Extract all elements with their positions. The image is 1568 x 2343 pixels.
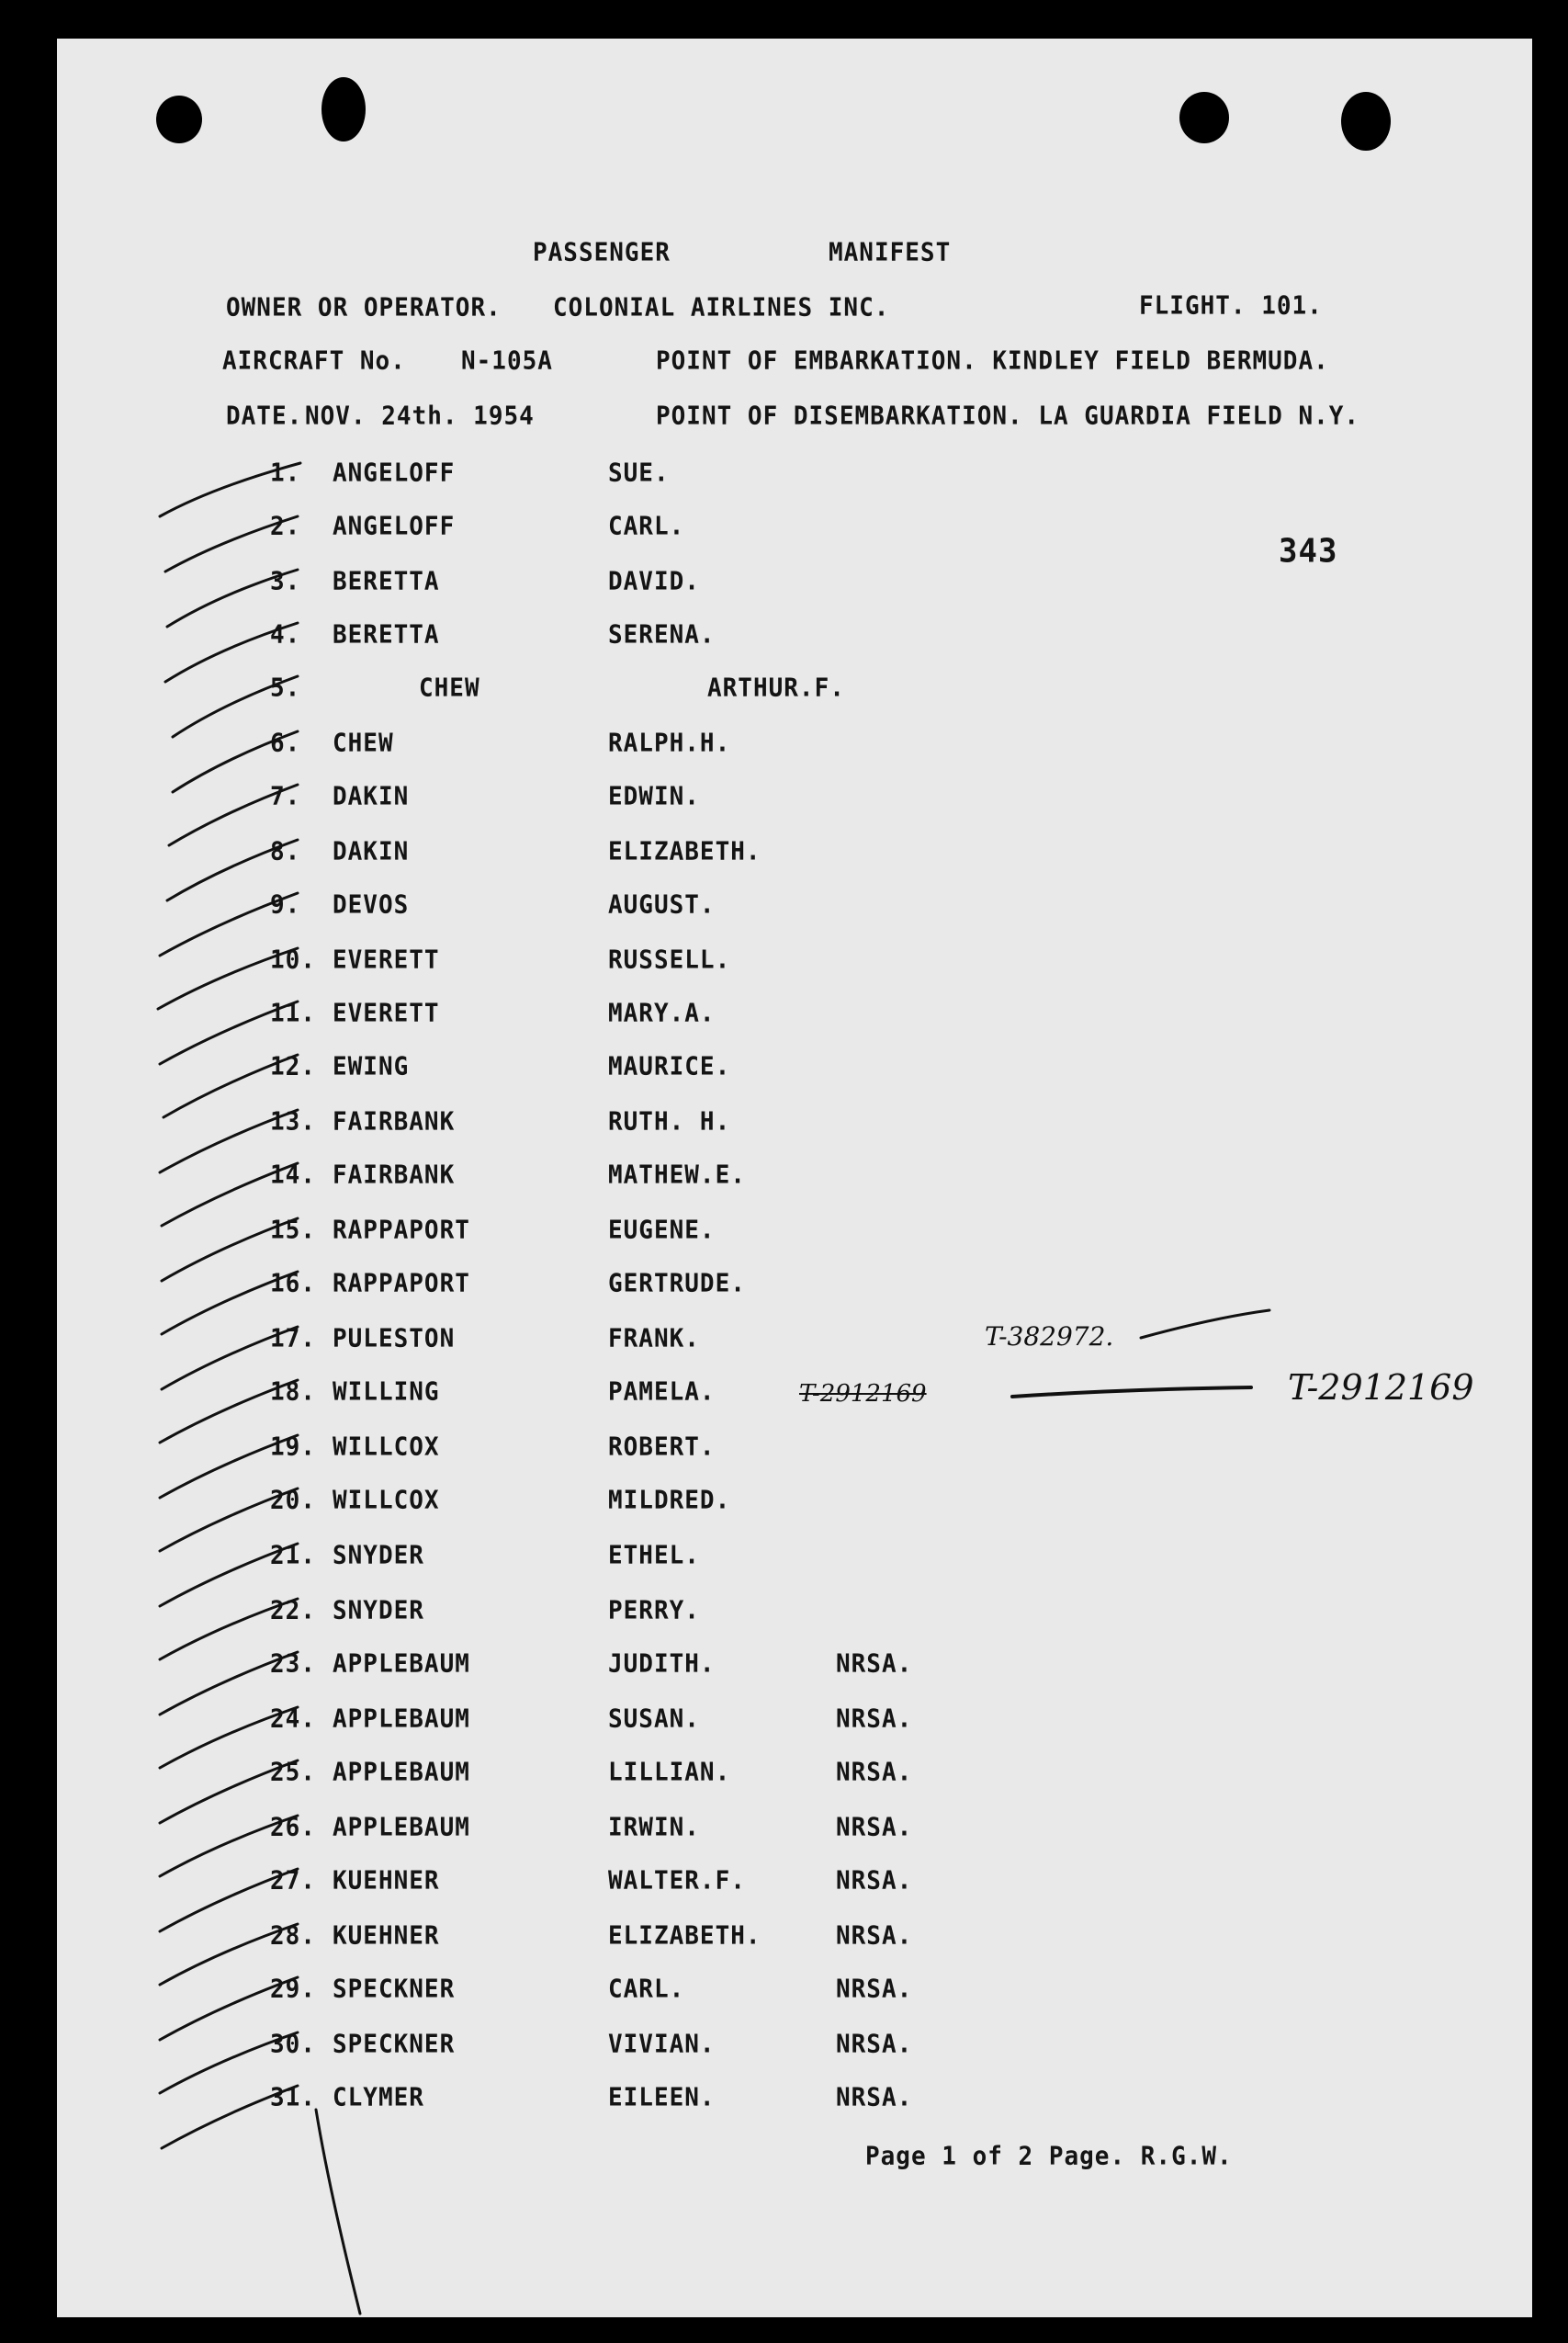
passenger-given-name: AUGUST.: [608, 890, 716, 920]
passenger-note: NRSA.: [836, 1649, 913, 1679]
passenger-given-name: FRANK.: [608, 1324, 700, 1353]
passenger-note: NRSA.: [836, 1704, 913, 1734]
passenger-given-name: SERENA.: [608, 620, 716, 650]
passenger-number: 10.: [270, 945, 316, 975]
passenger-given-name: MAURICE.: [608, 1052, 731, 1081]
pen-check-marks: [57, 39, 1532, 2317]
passenger-note: NRSA.: [836, 1813, 913, 1842]
passenger-number: 4.: [270, 620, 301, 650]
passenger-surname: BERETTA: [333, 567, 440, 596]
passenger-given-name: PAMELA.: [608, 1377, 716, 1407]
passenger-given-name: VIVIAN.: [608, 2030, 716, 2059]
passenger-number: 13.: [270, 1107, 316, 1137]
passenger-note: NRSA.: [836, 2083, 913, 2112]
date-label: DATE.: [226, 402, 303, 431]
passenger-surname: ANGELOFF: [333, 512, 456, 541]
passenger-given-name: ROBERT.: [608, 1432, 716, 1462]
passenger-given-name: SUSAN.: [608, 1704, 700, 1734]
passenger-given-name: MATHEW.E.: [608, 1160, 746, 1190]
passenger-given-name: ELIZABETH.: [608, 837, 761, 866]
passenger-number: 27.: [270, 1866, 316, 1896]
passenger-number: 29.: [270, 1975, 316, 2004]
passenger-given-name: RUTH. H.: [608, 1107, 731, 1137]
title-manifest: MANIFEST: [829, 238, 952, 267]
title-passenger: PASSENGER: [533, 238, 671, 267]
passenger-surname: ANGELOFF: [333, 458, 456, 488]
passenger-number: 9.: [270, 890, 301, 920]
ticket-note-18: T-2912169: [1288, 1367, 1474, 1408]
passenger-surname: RAPPAPORT: [333, 1269, 470, 1298]
passenger-surname: DEVOS: [333, 890, 410, 920]
passenger-surname: BERETTA: [333, 620, 440, 650]
passenger-given-name: EILEEN.: [608, 2083, 716, 2112]
passenger-given-name: LILLIAN.: [608, 1758, 731, 1787]
passenger-number: 28.: [270, 1921, 316, 1951]
passenger-given-name: RALPH.H.: [608, 729, 731, 758]
passenger-number: 8.: [270, 837, 301, 866]
passenger-given-name: ETHEL.: [608, 1541, 700, 1570]
passenger-surname: KUEHNER: [333, 1921, 440, 1951]
passenger-number: 19.: [270, 1432, 316, 1462]
manifest-page: [57, 39, 1532, 2317]
passenger-given-name: CARL.: [608, 512, 685, 541]
passenger-note: NRSA.: [836, 1921, 913, 1951]
owner-label: OWNER OR OPERATOR.: [226, 293, 502, 323]
passenger-given-name: CARL.: [608, 1975, 685, 2004]
passenger-surname: CLYMER: [333, 2083, 424, 2112]
passenger-number: 18.: [270, 1377, 316, 1407]
passenger-given-name: WALTER.F.: [608, 1866, 746, 1896]
passenger-number: 25.: [270, 1758, 316, 1787]
passenger-given-name: MARY.A.: [608, 999, 716, 1028]
disembarkation: POINT OF DISEMBARKATION. LA GUARDIA FIELD N.Y.: [656, 402, 1360, 431]
passenger-surname: SNYDER: [333, 1541, 424, 1570]
passenger-number: 6.: [270, 729, 301, 758]
passenger-number: 11.: [270, 999, 316, 1028]
passenger-surname: SPECKNER: [333, 2030, 456, 2059]
date-value: NOV. 24th. 1954: [305, 402, 535, 431]
aircraft-label: AIRCRAFT No.: [222, 346, 406, 376]
passenger-surname: DAKIN: [333, 837, 410, 866]
passenger-number: 1.: [270, 458, 301, 488]
passenger-surname: FAIRBANK: [333, 1160, 456, 1190]
passenger-given-name: EUGENE.: [608, 1216, 716, 1245]
passenger-number: 31.: [270, 2083, 316, 2112]
passenger-number: 7.: [270, 782, 301, 811]
passenger-number: 23.: [270, 1649, 316, 1679]
passenger-surname: WILLCOX: [333, 1486, 440, 1515]
passenger-surname: EVERETT: [333, 945, 440, 975]
passenger-note: NRSA.: [836, 1975, 913, 2004]
passenger-surname: WILLING: [333, 1377, 440, 1407]
stamp-number: 343: [1279, 532, 1338, 571]
passenger-given-name: IRWIN.: [608, 1813, 700, 1842]
passenger-surname: DAKIN: [333, 782, 410, 811]
passenger-surname: CHEW: [419, 673, 480, 703]
passenger-surname: WILLCOX: [333, 1432, 440, 1462]
passenger-surname: APPLEBAUM: [333, 1649, 470, 1679]
passenger-given-name: SUE.: [608, 458, 670, 488]
passenger-number: 12.: [270, 1052, 316, 1081]
passenger-surname: APPLEBAUM: [333, 1758, 470, 1787]
passenger-given-name: PERRY.: [608, 1596, 700, 1625]
page-footer: Page 1 of 2 Page. R.G.W.: [865, 2142, 1233, 2171]
passenger-number: 24.: [270, 1704, 316, 1734]
passenger-number: 3.: [270, 567, 301, 596]
flight-number: FLIGHT. 101.: [1139, 291, 1323, 321]
passenger-note: NRSA.: [836, 2030, 913, 2059]
passenger-surname: FAIRBANK: [333, 1107, 456, 1137]
owner-value: COLONIAL AIRLINES INC.: [553, 293, 890, 323]
passenger-number: 16.: [270, 1269, 316, 1298]
passenger-given-name: ARTHUR.F.: [707, 673, 845, 703]
passenger-note: NRSA.: [836, 1758, 913, 1787]
ticket-note-17: T-382972.: [985, 1321, 1114, 1352]
passenger-number: 5.: [270, 673, 301, 703]
passenger-given-name: DAVID.: [608, 567, 700, 596]
passenger-given-name: GERTRUDE.: [608, 1269, 746, 1298]
passenger-surname: SNYDER: [333, 1596, 424, 1625]
passenger-surname: RAPPAPORT: [333, 1216, 470, 1245]
passenger-number: 30.: [270, 2030, 316, 2059]
passenger-given-name: JUDITH.: [608, 1649, 716, 1679]
passenger-surname: KUEHNER: [333, 1866, 440, 1896]
passenger-given-name: RUSSELL.: [608, 945, 731, 975]
passenger-number: 14.: [270, 1160, 316, 1190]
embarkation: POINT OF EMBARKATION. KINDLEY FIELD BERMUDA.: [656, 346, 1329, 376]
aircraft-value: N-105A: [461, 346, 553, 376]
passenger-number: 20.: [270, 1486, 316, 1515]
passenger-given-name: ELIZABETH.: [608, 1921, 761, 1951]
passenger-note: NRSA.: [836, 1866, 913, 1896]
passenger-surname: SPECKNER: [333, 1975, 456, 2004]
passenger-number: 22.: [270, 1596, 316, 1625]
passenger-number: 26.: [270, 1813, 316, 1842]
passenger-surname: CHEW: [333, 729, 394, 758]
passenger-given-name: EDWIN.: [608, 782, 700, 811]
passenger-given-name: MILDRED.: [608, 1486, 731, 1515]
passenger-surname: EVERETT: [333, 999, 440, 1028]
passenger-number: 21.: [270, 1541, 316, 1570]
ticket-note-18-struck: T-2912169: [799, 1380, 927, 1408]
passenger-surname: EWING: [333, 1052, 410, 1081]
passenger-number: 15.: [270, 1216, 316, 1245]
passenger-surname: APPLEBAUM: [333, 1704, 470, 1734]
passenger-number: 2.: [270, 512, 301, 541]
passenger-number: 17.: [270, 1324, 316, 1353]
passenger-surname: APPLEBAUM: [333, 1813, 470, 1842]
passenger-surname: PULESTON: [333, 1324, 456, 1353]
